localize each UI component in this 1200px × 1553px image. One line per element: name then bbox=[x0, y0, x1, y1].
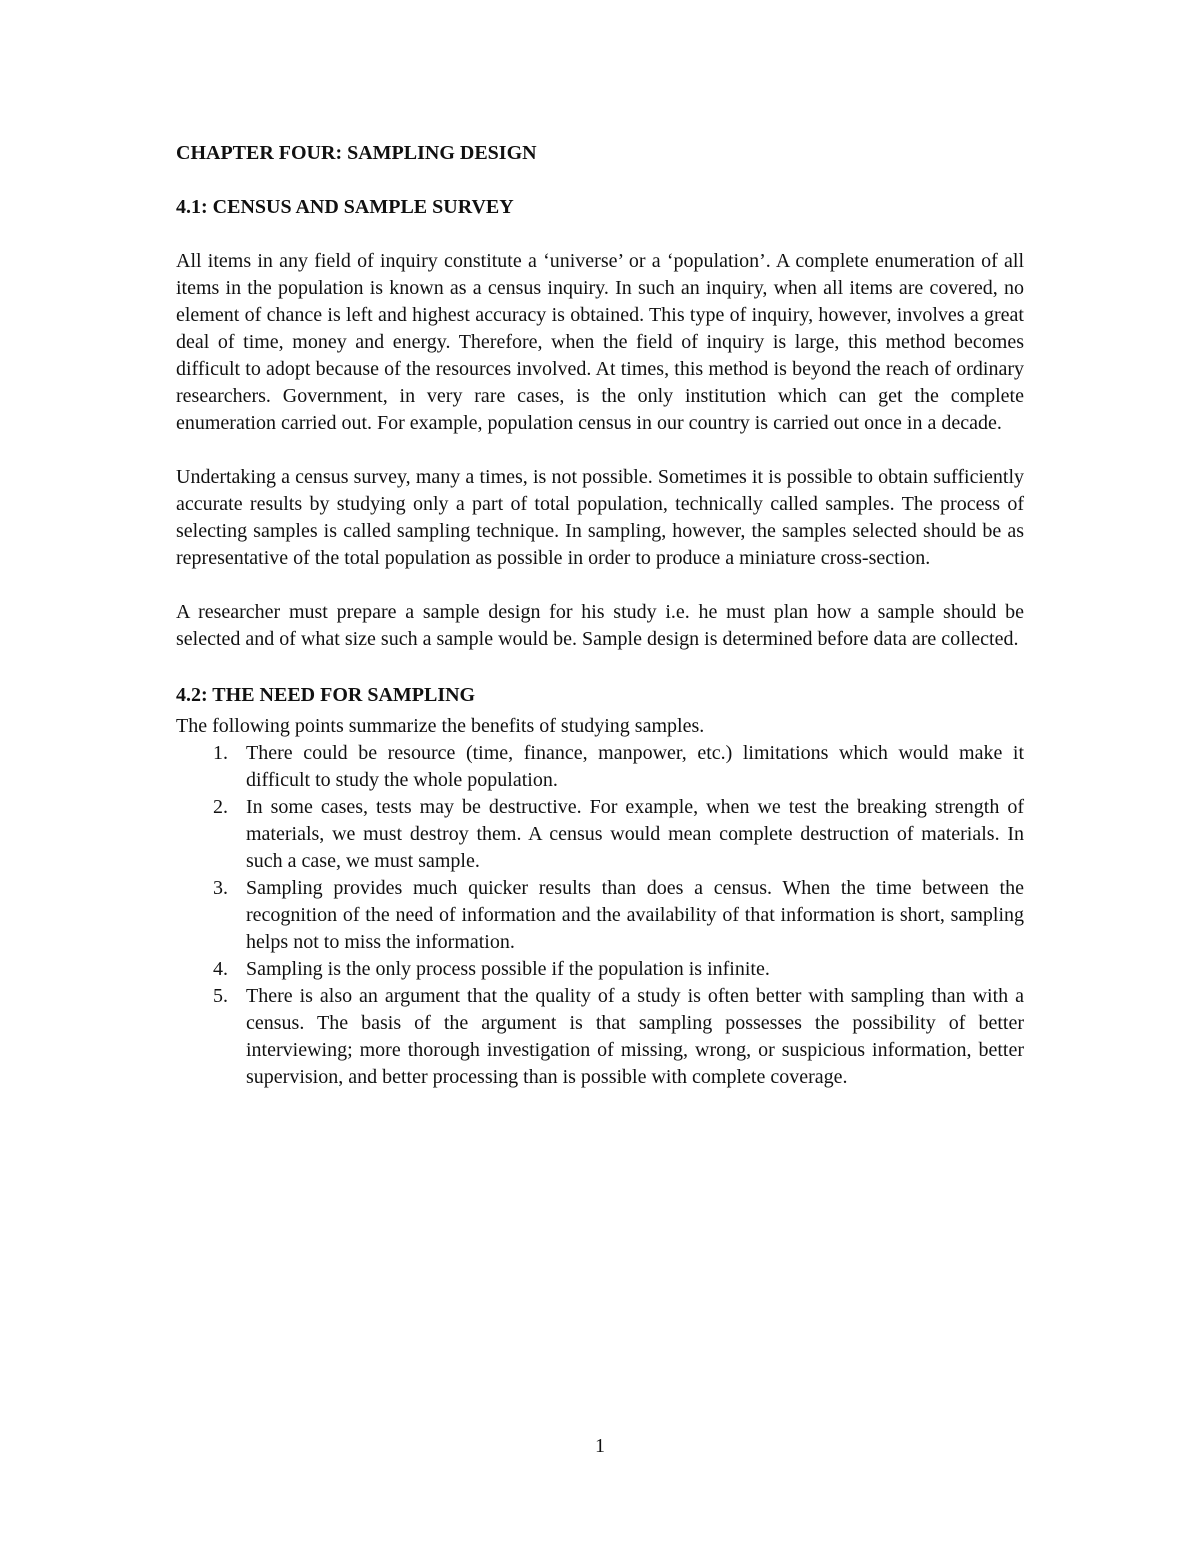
list-item-text: There could be resource (time, finance, manpower, etc.) limitations which would make it difficult to study the whole population. bbox=[246, 742, 1024, 791]
section-heading-need-for-sampling: 4.2: THE NEED FOR SAMPLING bbox=[176, 684, 476, 706]
paragraph-census-limitations: Undertaking a census survey, many a times, is not possible. Sometimes it is possible to obtain sufficiently accurate results by studying only a part of total population, technically called samples. The process of selecting samples is called sampling technique. In sampling, however, the samples selected should be as representative of the total population as possible in order to produce a miniature cross-section. bbox=[176, 466, 1024, 569]
list-item-text: There is also an argument that the quality of a study is often better with sampling than with a census. The basis of the argument is that sampling possesses the possibility of better interviewing; more thorough investigation of missing, wrong, or suspicious information, better supervision, and better processing than is possible with complete coverage. bbox=[246, 985, 1024, 1088]
list-item-number: 3. bbox=[213, 877, 228, 899]
chapter-title: CHAPTER FOUR: SAMPLING DESIGN bbox=[176, 142, 537, 164]
section-heading-census: 4.1: CENSUS AND SAMPLE SURVEY bbox=[176, 196, 514, 218]
benefits-list bbox=[176, 740, 1024, 1091]
document-page bbox=[176, 140, 1024, 1091]
list-item-text: Sampling is the only process possible if the population is infinite. bbox=[246, 958, 770, 980]
list-item bbox=[176, 794, 1024, 875]
list-item bbox=[176, 740, 1024, 794]
list-item-text: In some cases, tests may be destructive. For example, when we test the breaking strength of materials, we must destroy them. A census would mean complete destruction of materials. In such a case, we must sample. bbox=[246, 796, 1024, 872]
page-number: 1 bbox=[595, 1435, 605, 1457]
list-item-number: 4. bbox=[213, 958, 228, 980]
paragraph-sample-design: A researcher must prepare a sample design for his study i.e. he must plan how a sample should be selected and of what size such a sample would be. Sample design is determined before data are collected. bbox=[176, 601, 1024, 650]
list-item-number: 5. bbox=[213, 985, 228, 1007]
list-item-text: Sampling provides much quicker results than does a census. When the time between the recognition of the need of information and the availability of that information is short, sampling helps not to miss the information. bbox=[246, 877, 1024, 953]
list-item bbox=[176, 875, 1024, 956]
list-item-number: 2. bbox=[213, 796, 228, 818]
list-item bbox=[176, 983, 1024, 1091]
list-item bbox=[176, 956, 1024, 983]
list-item-number: 1. bbox=[213, 742, 228, 764]
paragraph-benefits-intro: The following points summarize the benefits of studying samples. bbox=[176, 715, 705, 737]
paragraph-census-definition: All items in any field of inquiry constitute a ‘universe’ or a ‘population’. A complete enumeration of all items in the population is known as a census inquiry. In such an inquiry, when all items are covered, no element of chance is left and highest accuracy is obtained. This type of inquiry, however, involves a great deal of time, money and energy. Therefore, when the field of inquiry is large, this method becomes difficult to adopt because of the resources involved. At times, this method is beyond the reach of ordinary researchers. Government, in very rare cases, is the only institution which can get the complete enumeration carried out. For example, population census in our country is carried out once in a decade. bbox=[176, 250, 1024, 434]
